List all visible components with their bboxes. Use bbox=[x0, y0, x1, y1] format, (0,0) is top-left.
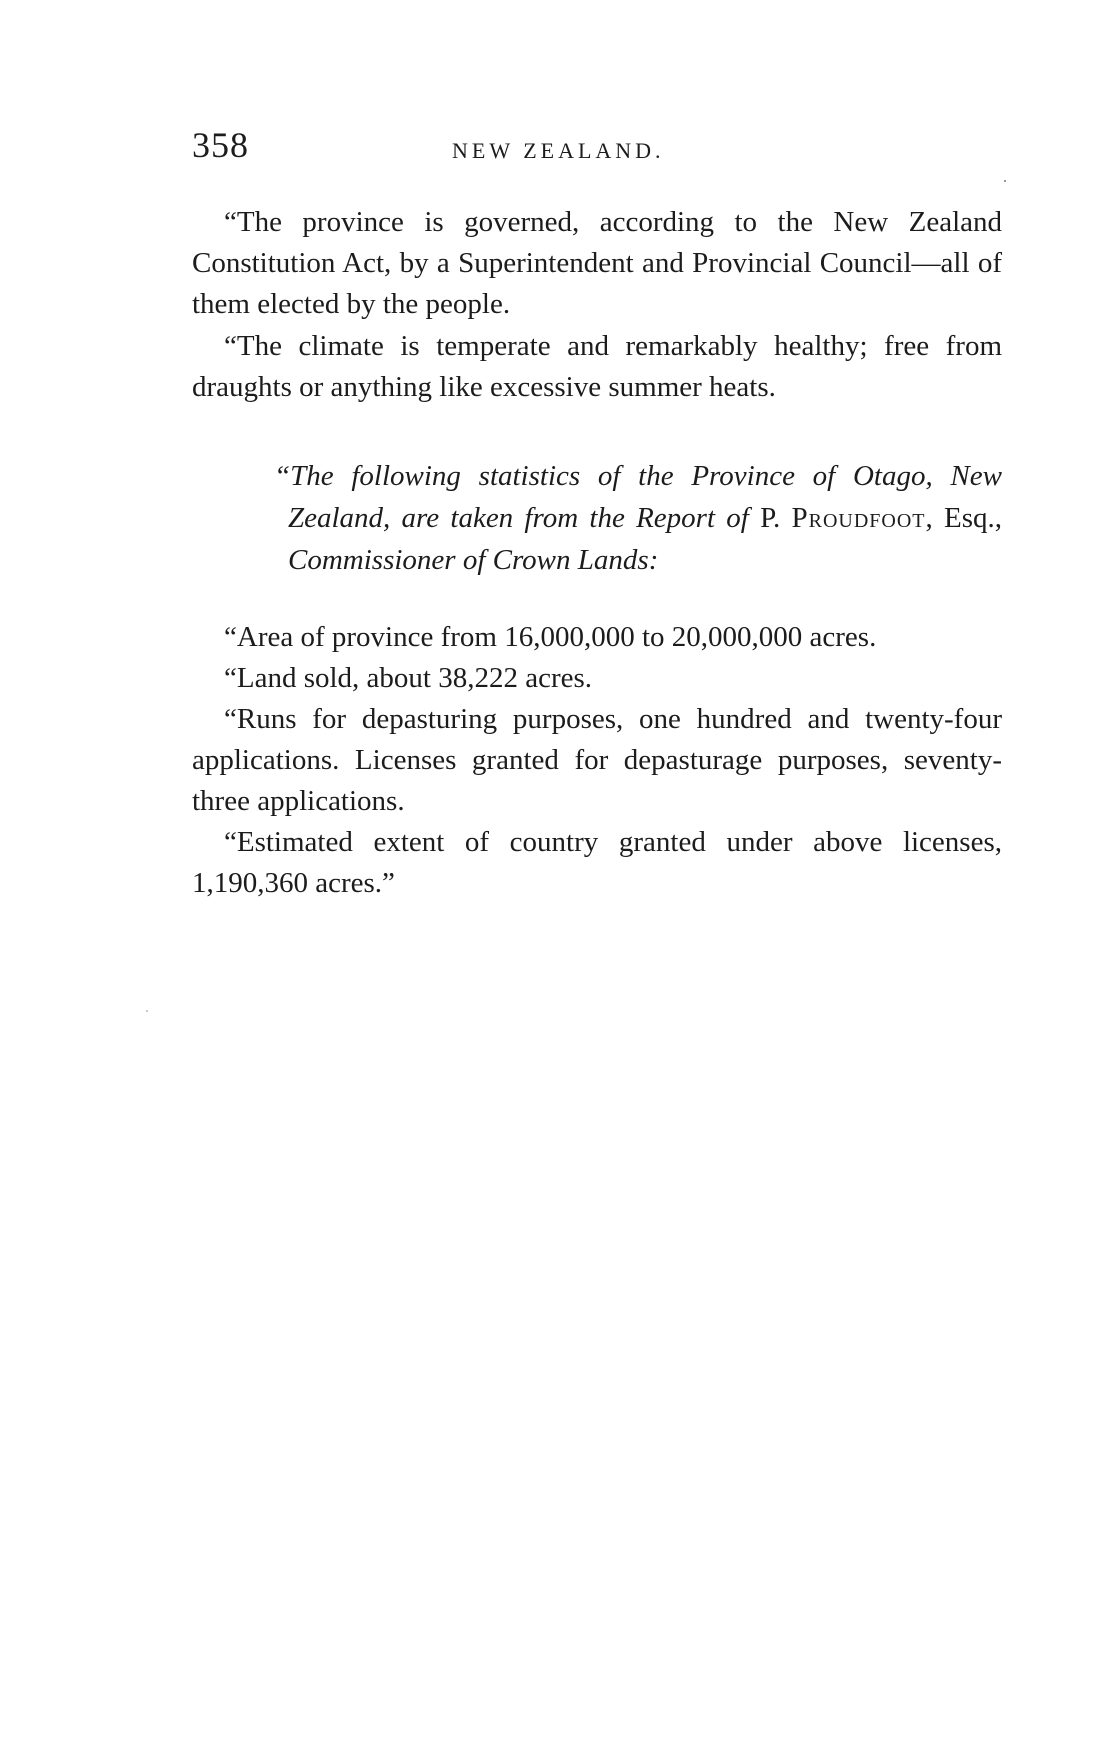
statistics-intro-quote bbox=[274, 455, 1003, 581]
stat-runs: “Runs for depasturing purposes, one hundred and twenty-four applications. Licenses granted for depasturage purposes, seventy-three applications. bbox=[192, 703, 1002, 817]
paragraph-governance bbox=[192, 202, 1002, 325]
paper-speck bbox=[146, 1010, 148, 1012]
statistics-list bbox=[192, 617, 1002, 904]
quote-text-part1: “The following statistics of the Province of Otago, New Zealand, are taken from the Report of bbox=[274, 460, 1002, 534]
page-header bbox=[192, 124, 1002, 174]
paragraph-climate-text: “The climate is temperate and remarkably healthy; free from draughts or anything like excessive summer heats. bbox=[192, 330, 1002, 403]
stat-estimated-extent: “Estimated extent of country granted under above licenses, 1,190,360 acres.” bbox=[192, 826, 1002, 899]
running-title: NEW ZEALAND. bbox=[452, 138, 665, 163]
stat-land-sold: “Land sold, about 38,222 acres. bbox=[224, 662, 593, 694]
quote-initial: P. bbox=[760, 502, 781, 534]
paper-speck bbox=[1004, 180, 1006, 182]
paragraph-governance-text: “The province is governed, according to the New Zealand Constitution Act, by a Superintendent and Provincial Council—all of them elected by the people. bbox=[192, 206, 1002, 320]
page-number: 358 bbox=[192, 125, 249, 165]
stat-area: “Area of province from 16,000,000 to 20,000,000 acres. bbox=[224, 621, 877, 653]
paragraph-climate bbox=[192, 326, 1002, 408]
quote-text-part2: Commissioner of Crown Lands: bbox=[288, 544, 659, 576]
quote-title-suffix: , Esq., bbox=[925, 502, 1003, 534]
quote-name: Proudfoot bbox=[791, 502, 926, 534]
